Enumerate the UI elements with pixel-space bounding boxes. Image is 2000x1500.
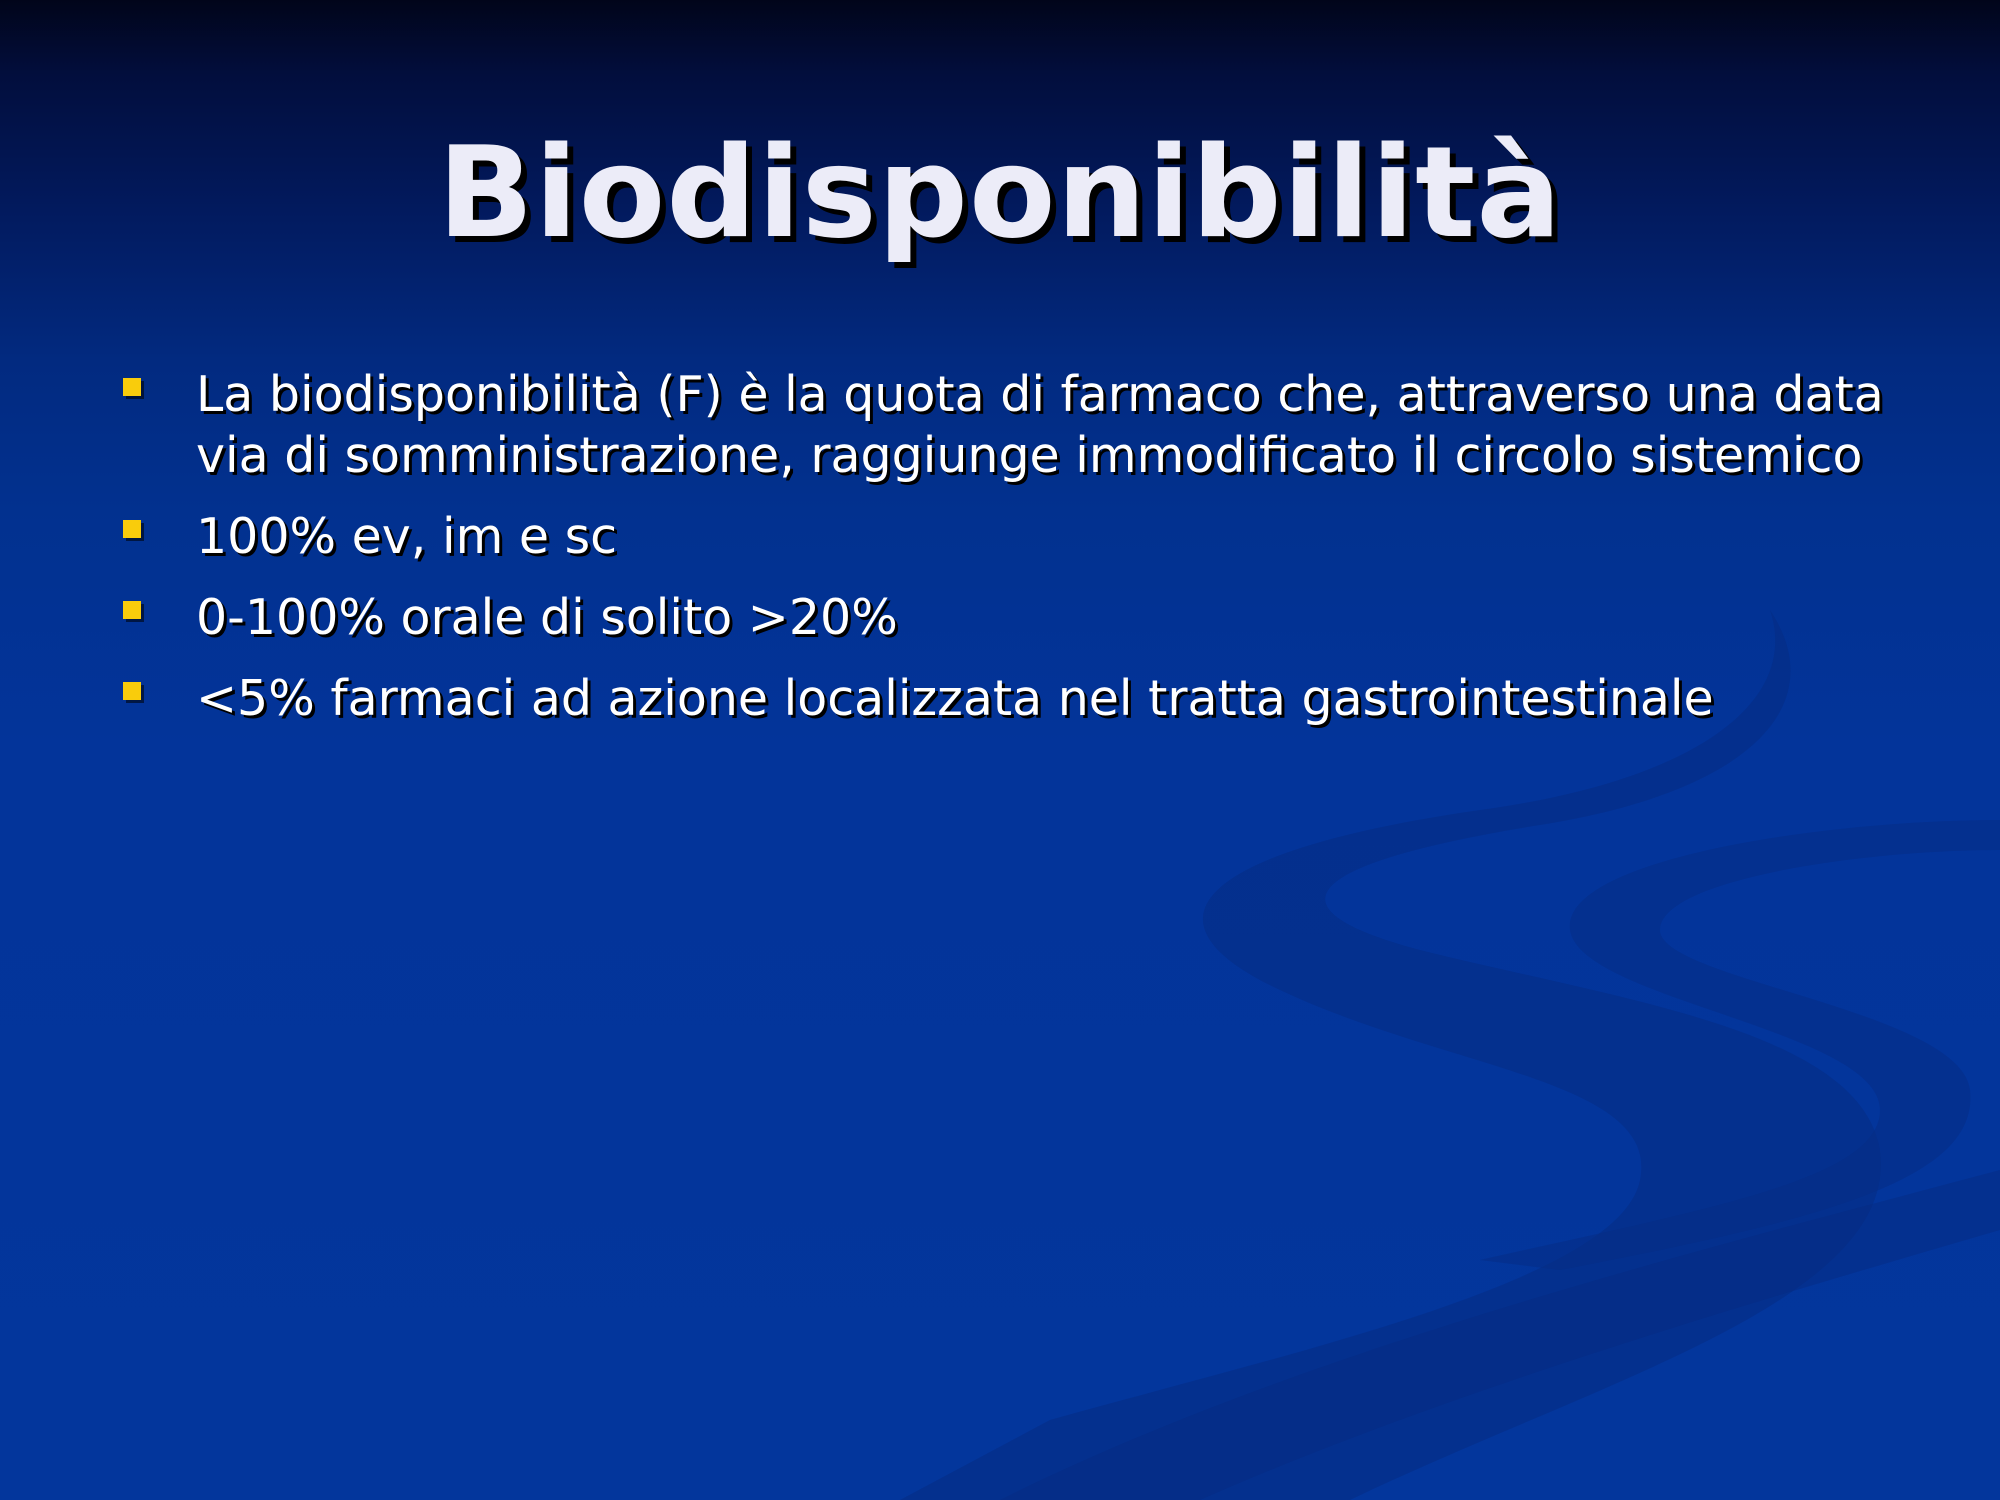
bullet-list	[120, 364, 1920, 749]
square-bullet-icon	[123, 520, 141, 538]
bullet-text: 100% ev, im e sc	[196, 508, 618, 565]
bullet-text: 0-100% orale di solito >20%	[196, 589, 898, 646]
square-bullet-icon	[123, 378, 141, 396]
bullet-item	[120, 506, 1920, 567]
bullet-item	[120, 364, 1920, 486]
bullet-text: La biodisponibilità (F) è la quota di farmaco che, attraverso una data via di somministrazione, raggiunge immodificato il circolo sistemico	[196, 366, 1884, 484]
bullet-text: <5% farmaci ad azione localizzata nel tratta gastrointestinale	[196, 670, 1714, 727]
square-bullet-icon	[123, 601, 141, 619]
bullet-item	[120, 587, 1920, 648]
slide-title: Biodisponibilità	[437, 119, 1563, 266]
bullet-item	[120, 668, 1920, 729]
swoosh-band-lower	[1000, 1170, 2000, 1500]
square-bullet-icon	[123, 682, 141, 700]
